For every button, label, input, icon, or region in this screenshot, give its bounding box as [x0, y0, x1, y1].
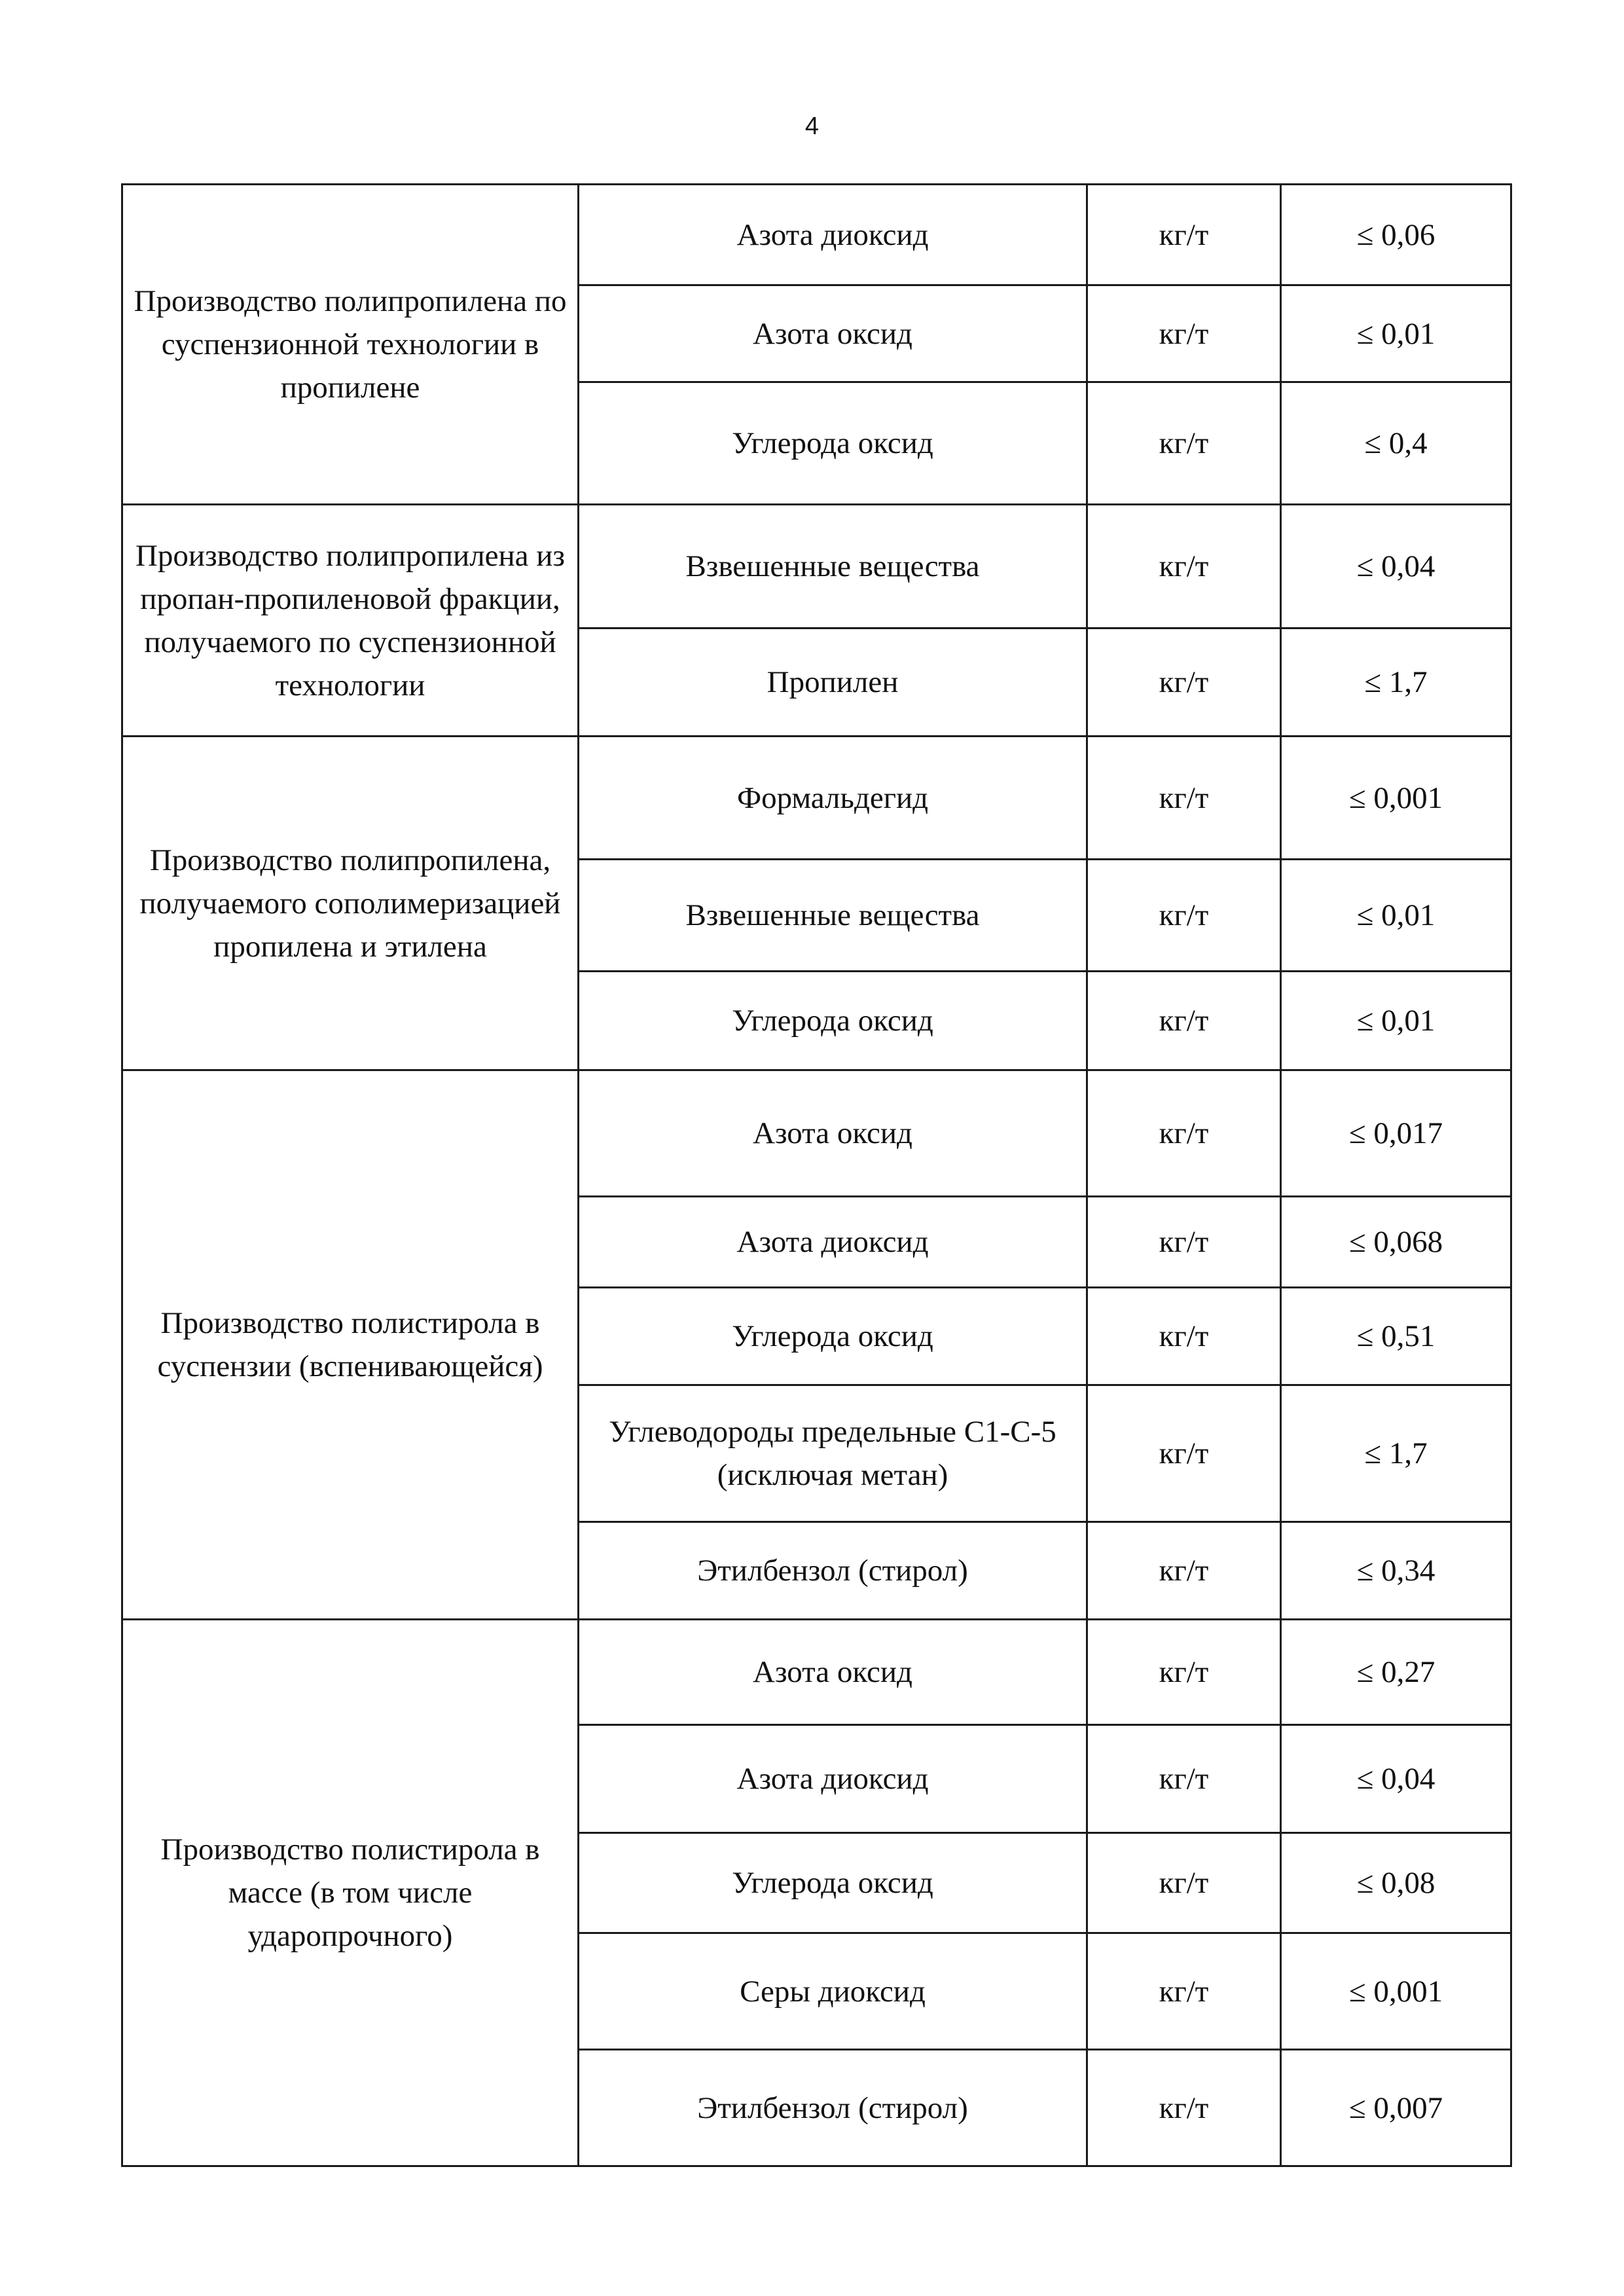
substance-cell: Взвешенные вещества [579, 505, 1087, 629]
substance-cell: Углеводороды предельные С1-С-5 (исключая метан) [579, 1385, 1087, 1522]
table-row [122, 1620, 1511, 1725]
table-row [122, 737, 1511, 860]
page-number: 4 [804, 113, 820, 140]
process-cell: Производство полипропилена, получаемого сополимеризацией пропилена и этилена [122, 737, 579, 1070]
unit-cell: кг/т [1087, 1620, 1281, 1725]
substance-cell: Серы диоксид [579, 1933, 1087, 2050]
limit-value-cell: ≤ 0,08 [1281, 1833, 1511, 1933]
unit-cell: кг/т [1087, 1288, 1281, 1385]
limit-value-cell: ≤ 0,007 [1281, 2050, 1511, 2166]
unit-cell: кг/т [1087, 860, 1281, 972]
process-cell: Производство полипропилена из пропан-пропиленовой фракции, получаемого по суспензионной технологии [122, 505, 579, 737]
limit-value-cell: ≤ 0,068 [1281, 1197, 1511, 1288]
substance-cell: Взвешенные вещества [579, 860, 1087, 972]
limit-value-cell: ≤ 1,7 [1281, 1385, 1511, 1522]
unit-cell: кг/т [1087, 1197, 1281, 1288]
substance-cell: Углерода оксид [579, 382, 1087, 505]
limit-value-cell: ≤ 0,27 [1281, 1620, 1511, 1725]
unit-cell: кг/т [1087, 1933, 1281, 2050]
unit-cell: кг/т [1087, 382, 1281, 505]
limit-value-cell: ≤ 0,01 [1281, 860, 1511, 972]
unit-cell: кг/т [1087, 1833, 1281, 1933]
limit-value-cell: ≤ 0,34 [1281, 1522, 1511, 1620]
limit-value-cell: ≤ 0,04 [1281, 505, 1511, 629]
substance-cell: Углерода оксид [579, 972, 1087, 1070]
substance-cell: Формальдегид [579, 737, 1087, 860]
unit-cell: кг/т [1087, 185, 1281, 285]
limit-value-cell: ≤ 0,04 [1281, 1725, 1511, 1833]
substance-cell: Этилбензол (стирол) [579, 2050, 1087, 2166]
substance-cell: Азота диоксид [579, 185, 1087, 285]
limit-value-cell: ≤ 0,001 [1281, 737, 1511, 860]
unit-cell: кг/т [1087, 972, 1281, 1070]
unit-cell: кг/т [1087, 629, 1281, 737]
unit-cell: кг/т [1087, 1070, 1281, 1197]
unit-cell: кг/т [1087, 505, 1281, 629]
substance-cell: Азота диоксид [579, 1725, 1087, 1833]
limit-value-cell: ≤ 0,06 [1281, 185, 1511, 285]
table-row [122, 185, 1511, 285]
limit-value-cell: ≤ 1,7 [1281, 629, 1511, 737]
unit-cell: кг/т [1087, 737, 1281, 860]
unit-cell: кг/т [1087, 285, 1281, 382]
substance-cell: Этилбензол (стирол) [579, 1522, 1087, 1620]
table-row [122, 1070, 1511, 1197]
unit-cell: кг/т [1087, 1522, 1281, 1620]
limit-value-cell: ≤ 0,017 [1281, 1070, 1511, 1197]
process-cell: Производство полипропилена по суспензионной технологии в пропилене [122, 185, 579, 505]
emission-norms-table [121, 183, 1512, 2167]
limit-value-cell: ≤ 0,01 [1281, 972, 1511, 1070]
unit-cell: кг/т [1087, 1385, 1281, 1522]
process-cell: Производство полистирола в суспензии (вспенивающейся) [122, 1070, 579, 1620]
unit-cell: кг/т [1087, 2050, 1281, 2166]
substance-cell: Углерода оксид [579, 1288, 1087, 1385]
unit-cell: кг/т [1087, 1725, 1281, 1833]
limit-value-cell: ≤ 0,001 [1281, 1933, 1511, 2050]
process-cell: Производство полистирола в массе (в том числе ударопрочного) [122, 1620, 579, 2166]
substance-cell: Азота оксид [579, 1620, 1087, 1725]
substance-cell: Азота диоксид [579, 1197, 1087, 1288]
limit-value-cell: ≤ 0,01 [1281, 285, 1511, 382]
table-row [122, 505, 1511, 629]
substance-cell: Азота оксид [579, 1070, 1087, 1197]
substance-cell: Пропилен [579, 629, 1087, 737]
substance-cell: Углерода оксид [579, 1833, 1087, 1933]
substance-cell: Азота оксид [579, 285, 1087, 382]
limit-value-cell: ≤ 0,51 [1281, 1288, 1511, 1385]
limit-value-cell: ≤ 0,4 [1281, 382, 1511, 505]
